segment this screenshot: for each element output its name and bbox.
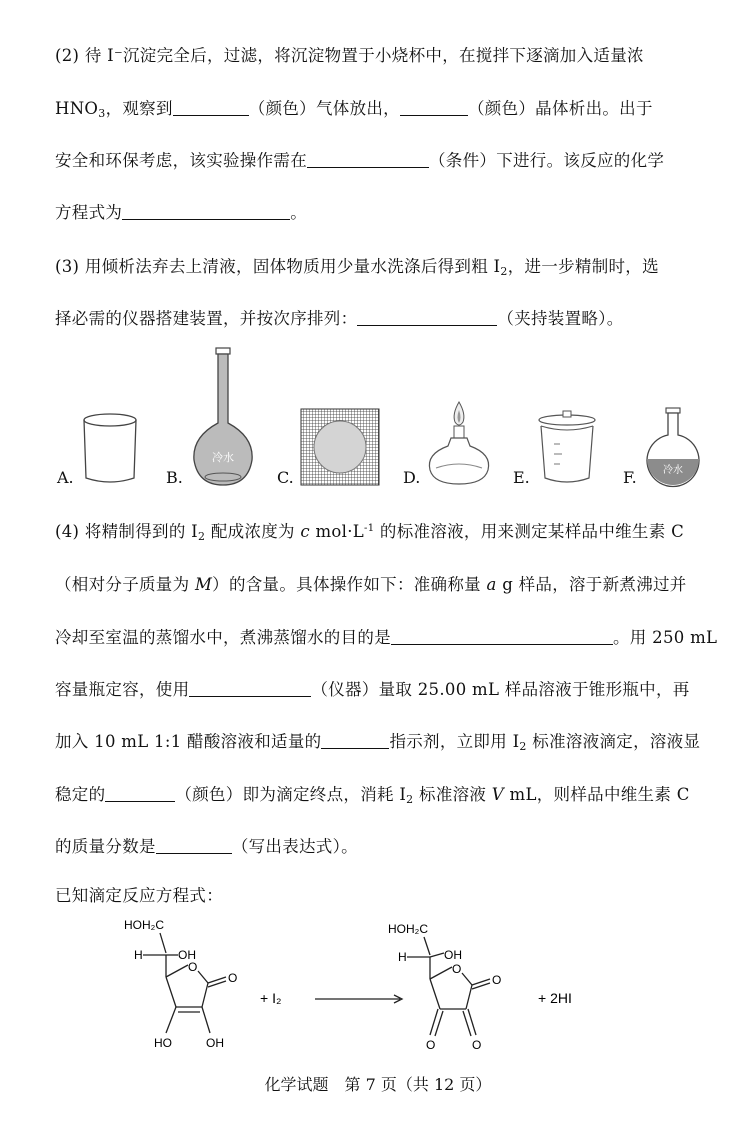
text: ，观察到 xyxy=(105,99,173,118)
apparatus-label-d: D. xyxy=(403,468,421,487)
product-hoh2c-label: HOH₂C xyxy=(388,922,428,936)
beaker-icon xyxy=(75,408,145,488)
plus-i2-label: + I₂ xyxy=(260,990,282,1006)
reactant-h-label: H xyxy=(134,948,143,962)
subscript: 2 xyxy=(406,793,414,806)
subscript: 2 xyxy=(197,530,206,543)
answer-blank[interactable] xyxy=(156,839,232,854)
answer-blank[interactable] xyxy=(321,734,389,749)
alcohol-lamp-icon xyxy=(424,398,494,488)
text: ，进一步精制时，选 xyxy=(507,257,659,276)
text: 容量瓶定容，使用 xyxy=(55,680,190,699)
apparatus-label-b: B. xyxy=(166,468,183,487)
text: 标准溶液 xyxy=(413,785,492,804)
text: mol·L xyxy=(309,522,365,541)
flask-water-label: 冷水 xyxy=(212,452,234,464)
text: ）的含量。具体操作如下：准确称量 xyxy=(212,575,487,594)
text: 安全和环保考虑，该实验操作需在 xyxy=(55,151,307,170)
q4-line-7 xyxy=(55,833,358,857)
subscript: 2 xyxy=(500,265,508,278)
flask-water-label: 冷水 xyxy=(663,465,683,476)
answer-blank[interactable] xyxy=(122,205,290,220)
q2-line-3 xyxy=(55,147,664,171)
q2-line-1: (2) 待 I⁻沉淀完全后，过滤，将沉淀物置于小烧杯中，在搅拌下逐滴加入适量浓 xyxy=(55,46,644,65)
text: （颜色）气体放出， xyxy=(248,99,400,118)
text: 配成浓度为 xyxy=(205,522,301,541)
product-keto-o-label: O xyxy=(426,1038,436,1052)
q3-line-1 xyxy=(55,253,659,278)
text: 标准溶液滴定，溶液显 xyxy=(526,732,701,751)
crucible-icon xyxy=(532,408,602,488)
text: （相对分子质量为 xyxy=(55,575,195,594)
variable: c xyxy=(300,522,310,541)
text: 冷却至室温的蒸馏水中，煮沸蒸馏水的目的是 xyxy=(55,628,391,647)
text: 指示剂，立即用 I xyxy=(389,732,520,751)
q4-line-2 xyxy=(55,571,687,595)
variable: V xyxy=(491,785,504,804)
product-carbonyl-o-label: O xyxy=(492,973,502,987)
q4-line-4 xyxy=(55,676,690,700)
known-reaction-intro: 已知滴定反应方程式： xyxy=(55,886,223,905)
answer-blank[interactable] xyxy=(400,101,468,116)
answer-blank[interactable] xyxy=(357,311,497,326)
product-oh-label: OH xyxy=(444,948,462,962)
text: （写出表达式）。 xyxy=(231,837,358,856)
reactant-ho-label: HO xyxy=(154,1036,172,1050)
q2-line-2 xyxy=(55,95,653,120)
text: 方程式为 xyxy=(55,203,123,222)
variable: M xyxy=(194,575,213,594)
q3-line-2 xyxy=(55,305,624,329)
text: 。用 250 mL xyxy=(613,628,718,647)
product-keto-o2-label: O xyxy=(472,1038,482,1052)
variable: a xyxy=(486,575,497,594)
answer-blank[interactable] xyxy=(105,787,175,802)
reactant-oh2-label: OH xyxy=(206,1036,224,1050)
q4-line-5 xyxy=(55,728,700,753)
answer-blank[interactable] xyxy=(307,153,429,168)
text: HNO xyxy=(55,99,99,118)
q4-line-6 xyxy=(55,781,690,806)
subscript: 3 xyxy=(98,107,106,120)
plus-2hi-label: + 2HI xyxy=(538,990,572,1006)
text: mL，则样品中维生素 C xyxy=(504,785,690,804)
q4-line-3 xyxy=(55,624,717,648)
reactant-ring-o-label: O xyxy=(188,960,198,974)
text: 。 xyxy=(290,203,308,222)
round-bottom-flask-icon xyxy=(640,405,706,491)
wire-gauze-icon xyxy=(300,408,380,486)
q4-line-1 xyxy=(55,518,684,543)
text: 择必需的仪器搭建装置，并按次序排列： xyxy=(55,309,358,328)
answer-blank[interactable] xyxy=(391,630,613,645)
product-ring-o-label: O xyxy=(452,962,462,976)
volumetric-flask-icon xyxy=(188,345,258,490)
superscript: -1 xyxy=(364,523,375,534)
text: 加入 10 mL 1:1 醋酸溶液和适量的 xyxy=(55,732,322,751)
answer-blank[interactable] xyxy=(189,682,311,697)
text: g 样品，溶于新煮沸过并 xyxy=(496,575,687,594)
reactant-oh-label: OH xyxy=(178,948,196,962)
reactant-hoh2c-label: HOH₂C xyxy=(124,918,164,932)
apparatus-label-e: E. xyxy=(513,468,530,487)
apparatus-label-c: C. xyxy=(277,468,294,487)
reactant-carbonyl-o-label: O xyxy=(228,971,238,985)
text: 的质量分数是 xyxy=(55,837,156,856)
text: （夹持装置略）。 xyxy=(497,309,624,328)
text: (4) 将精制得到的 I xyxy=(55,522,198,541)
page-footer: 化学试题 第 7 页（共 12 页） xyxy=(264,1075,492,1094)
text: （条件）下进行。该反应的化学 xyxy=(429,151,665,170)
q2-line-4 xyxy=(55,199,307,223)
apparatus-label-a: A. xyxy=(57,468,74,487)
text: (3) 用倾析法弃去上清液，固体物质用少量水洗涤后得到粗 I xyxy=(55,257,501,276)
text: （颜色）即为滴定终点，消耗 I xyxy=(175,785,407,804)
subscript: 2 xyxy=(519,740,527,753)
answer-blank[interactable] xyxy=(173,101,249,116)
apparatus-label-f: F. xyxy=(623,468,637,487)
reaction-scheme xyxy=(110,915,630,1055)
text: （仪器）量取 25.00 mL 样品溶液于锥形瓶中，再 xyxy=(311,680,690,699)
text: （颜色）晶体析出。出于 xyxy=(467,99,653,118)
product-h-label: H xyxy=(398,950,407,964)
text: 的标准溶液，用来测定某样品中维生素 C xyxy=(374,522,685,541)
text: 稳定的 xyxy=(55,785,106,804)
